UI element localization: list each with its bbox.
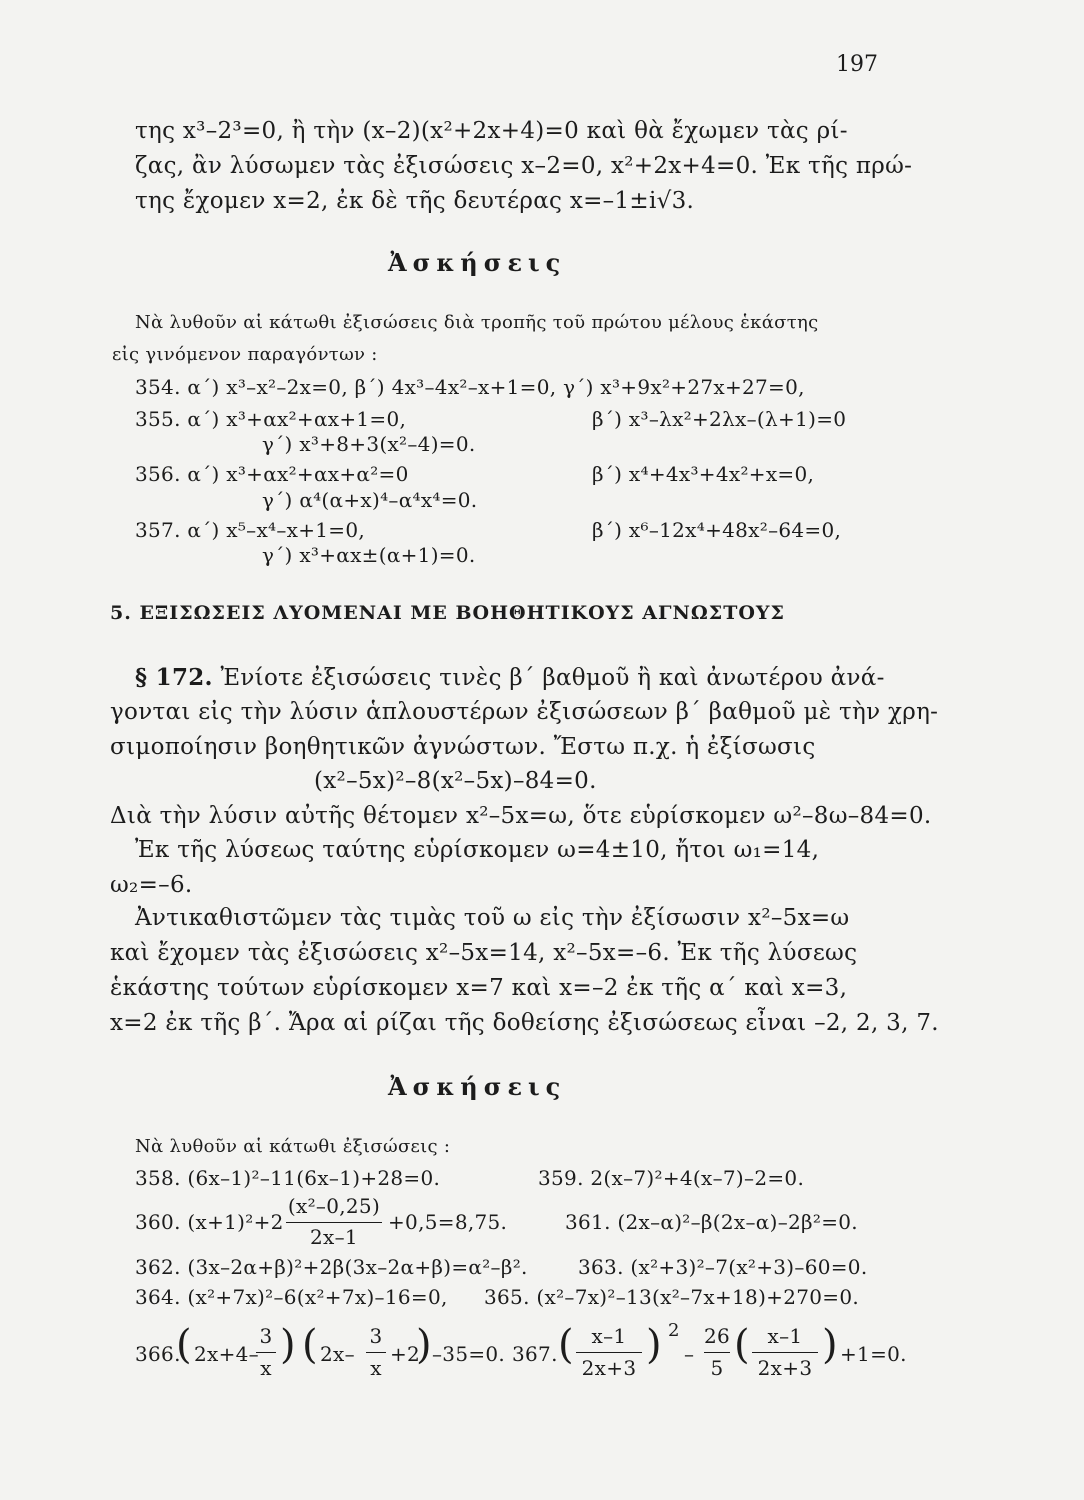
exercise-366-suffix: –35=0. [432,1342,506,1366]
exercises-heading-1: Ἀσκήσεις [388,248,567,277]
exercise-367-frac2-num: 26 [703,1324,731,1348]
exercise-367-label: 367. [512,1342,558,1366]
exercise-367-frac1-den: 2x+3 [581,1356,637,1380]
exercise-357-c: γ΄) x³+αx±(α+1)=0. [262,543,476,567]
paren-open-4: ( [734,1322,750,1368]
example-equation: (x²–5x)²–8(x²–5x)–84=0. [314,768,597,794]
exercise-367-frac3-num: x–1 [767,1324,803,1348]
paragraph-number: § 172. [135,664,213,691]
paragraph-line-1-text: Ἐνίοτε ἐξισώσεις τινὲς β΄ βαθμοῦ ἢ καὶ ἀνωτέρου ἀνά- [220,665,885,691]
exercise-366-term-b: 2x– [320,1342,355,1366]
section-heading: 5. ΕΞΙΣΩΣΕΙΣ ΛΥΟΜΕΝΑΙ ΜΕ ΒΟΗΘΗΤΙΚΟΥΣ ΑΓΝΩΣΤΟΥΣ [110,602,785,624]
intro-line-2: ζας, ἂν λύσωμεν τὰς ἐξισώσεις x–2=0, x²+2x+4=0. Ἐκ τῆς πρώ- [135,153,913,179]
intro-line-3: της ἔχομεν x=2, ἐκ δὲ τῆς δευτέρας x=–1±i√3. [135,188,695,214]
exercise-360-prefix: 360. (x+1)²+2 [135,1210,284,1234]
exercise-366-frac1-num: 3 [259,1324,273,1348]
exercise-359: 359. 2(x–7)²+4(x–7)–2=0. [538,1166,805,1190]
exercise-367-suffix: +1=0. [840,1342,907,1366]
paragraph-line-5: Ἐκ τῆς λύσεως ταύτης εὑρίσκομεν ω=4±10, ἤτοι ω₁=14, [135,837,820,863]
exercise-367-frac1-num: x–1 [591,1324,627,1348]
exercise-360-numerator: (x²–0,25) [287,1194,381,1218]
paren-close-1: ) [280,1322,296,1368]
paragraph-line-4: Διὰ τὴν λύσιν αὐτῆς θέτομεν x²–5x=ω, ὅτε εὑρίσκομεν ω²–8ω–84=0. [110,803,932,829]
exercise-357-a: 357. α΄) x⁵–x⁴–x+1=0, [135,518,366,542]
exercise-367-frac1-bar [576,1352,642,1353]
exercise-367-frac3-bar [752,1352,818,1353]
exercise-355-b: β΄) x³–λx²+2λx–(λ+1)=0 [592,407,847,431]
exercise-366-term-c: +2 [390,1342,421,1366]
intro-line-1: της x³–2³=0, ἢ τὴν (x–2)(x²+2x+4)=0 καὶ θὰ ἔχωμεν τὰς ρί- [135,118,848,144]
exercise-367-minus: – [684,1342,695,1366]
exercise-366-term-a: 2x+4– [194,1342,259,1366]
page-number: 197 [836,52,878,77]
exercise-366-label: 366. [135,1342,181,1366]
exercises-heading-2: Ἀσκήσεις [388,1072,567,1101]
paren-open-1: ( [176,1322,192,1368]
paragraph-line-1 [135,664,885,691]
exercise-366-frac1-den: x [260,1356,272,1380]
exercise-366-frac2-den: x [370,1356,382,1380]
exercise-367-frac2-den: 5 [710,1356,724,1380]
exercise-360-denominator: 2x–1 [310,1225,358,1249]
exercises-instruction-1: Νὰ λυθοῦν αἱ κάτωθι ἐξισώσεις διὰ τροπῆς τοῦ πρώτου μέλους ἑκάστης [135,312,819,333]
exercise-366-frac1-bar [256,1352,276,1353]
exercise-356-a: 356. α΄) x³+αx²+αx+α²=0 [135,462,409,486]
paragraph-line-7: Ἀντικαθιστῶμεν τὰς τιμὰς τοῦ ω εἰς τὴν ἐξίσωσιν x²–5x=ω [135,905,850,931]
exercise-356-c: γ΄) α⁴(α+x)⁴–α⁴x⁴=0. [262,488,478,512]
paragraph-line-9: ἑκάστης τούτων εὑρίσκομεν x=7 καὶ x=–2 ἐκ τῆς α΄ καὶ x=3, [110,975,848,1001]
exercises-instruction-3: Νὰ λυθοῦν αἱ κάτωθι ἐξισώσεις : [135,1136,451,1157]
exercise-366-frac2-bar [366,1352,386,1353]
exercise-355-a: 355. α΄) x³+αx²+αx+1=0, [135,407,407,431]
paragraph-line-8: καὶ ἔχομεν τὰς ἐξισώσεις x²–5x=14, x²–5x=–6. Ἐκ τῆς λύσεως [110,940,858,966]
exercise-360-fraction-bar [286,1222,382,1223]
exercise-363: 363. (x²+3)²–7(x²+3)–60=0. [578,1255,868,1279]
exercise-358: 358. (6x–1)²–11(6x–1)+28=0. [135,1166,441,1190]
exercise-354: 354. α΄) x³–x²–2x=0, β΄) 4x³–4x²–x+1=0, γ΄) x³+9x²+27x+27=0, [135,375,805,399]
paren-close-4: ) [822,1322,838,1368]
paragraph-line-10: x=2 ἐκ τῆς β΄. Ἄρα αἱ ρίζαι τῆς δοθείσης ἐξισώσεως εἶναι –2, 2, 3, 7. [110,1010,939,1036]
exercise-367-frac3-den: 2x+3 [757,1356,813,1380]
paragraph-line-3: σιμοποίησιν βοηθητικῶν ἀγνώστων. Ἔστω π.χ. ἡ ἐξίσωσις [110,734,816,760]
exercise-362: 362. (3x–2α+β)²+2β(3x–2α+β)=α²–β². [135,1255,528,1279]
exercise-356-b: β΄) x⁴+4x³+4x²+x=0, [592,462,815,486]
exercises-instruction-2: εἰς γινόμενον παραγόντων : [112,344,378,365]
exercise-355-c: γ΄) x³+8+3(x²–4)=0. [262,432,476,456]
paren-open-3: ( [558,1322,574,1368]
exercise-365: 365. (x²–7x)²–13(x²–7x+18)+270=0. [484,1285,860,1309]
exercise-360-suffix: +0,5=8,75. [388,1210,508,1234]
exercise-364: 364. (x²+7x)²–6(x²+7x)–16=0, [135,1285,448,1309]
paragraph-line-6: ω₂=–6. [110,872,193,898]
exercise-366-frac2-num: 3 [369,1324,383,1348]
exercise-357-b: β΄) x⁶–12x⁴+48x²–64=0, [592,518,842,542]
exercise-361: 361. (2x–α)²–β(2x–α)–2β²=0. [565,1210,858,1234]
paren-close-2: ) [416,1322,432,1368]
paren-open-2: ( [302,1322,318,1368]
paragraph-line-2: γονται εἰς τὴν λύσιν ἁπλουστέρων ἐξισώσεων β΄ βαθμοῦ μὲ τὴν χρη- [110,699,939,725]
exercise-367-frac2-bar [704,1352,730,1353]
exercise-367-exponent: 2 [668,1320,680,1341]
paren-close-3: ) [646,1322,662,1368]
